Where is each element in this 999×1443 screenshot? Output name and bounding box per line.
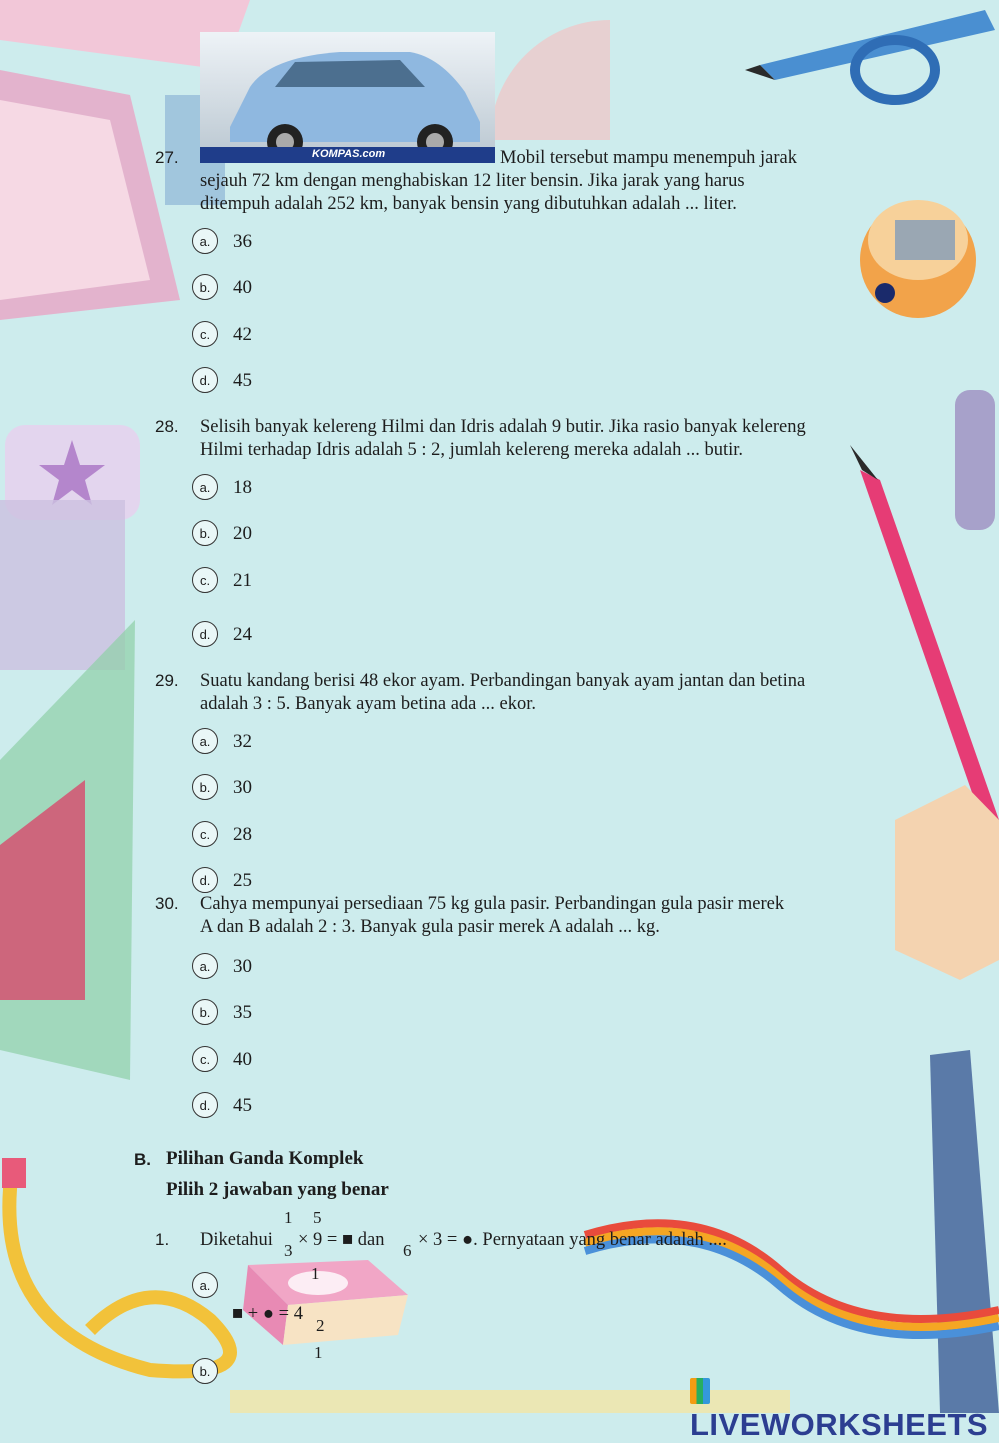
question-middle: × 9 = ■ dan [298,1230,385,1250]
option-c-button[interactable]: c. [192,821,218,847]
fraction-numerator: 1 [284,1208,293,1227]
fraction-denominator: 3 [284,1241,293,1260]
fraction-denominator: 6 [403,1241,412,1260]
option-a-text: ■ + ● = 4 [232,1304,303,1324]
car-illustration [200,32,495,163]
option-a-text: 30 [233,956,252,977]
option-b-text: 20 [233,523,252,544]
question-text-line: Selisih banyak kelereng Hilmi dan Idris adalah 9 butir. Jika rasio banyak kelereng [200,417,806,437]
fraction-numerator: 5 [313,1208,322,1227]
option-a-button[interactable]: a. [192,228,218,254]
question-text-line: A dan B adalah 2 : 3. Banyak gula pasir merek A adalah ... kg. [200,917,660,937]
option-c-text: 40 [233,1049,252,1070]
option-a-button[interactable]: a. [192,728,218,754]
liveworksheets-logo [690,1371,999,1443]
option-d-button[interactable]: d. [192,621,218,647]
option-c-text: 21 [233,570,252,591]
question-text-line: sejauh 72 km dengan menghabiskan 12 liter bensin. Jika jarak yang harus [200,171,745,191]
fraction-numerator: 1 [311,1264,320,1283]
section-instruction: Pilih 2 jawaban yang benar [166,1179,389,1200]
image-caption: KOMPAS.com [312,148,386,160]
option-b-text: 40 [233,277,252,298]
question-text-line: adalah 3 : 5. Banyak ayam betina ada ... ekor. [200,694,536,714]
question-text-line: Suatu kandang berisi 48 ekor ayam. Perbandingan banyak ayam jantan dan betina [200,671,806,691]
question-number: 29. [155,671,179,690]
option-a-text: 32 [233,731,252,752]
option-d-text: 24 [233,624,252,645]
question-text-line: ditempuh adalah 252 km, banyak bensin yang dibutuhkan adalah ... liter. [200,194,737,214]
option-a-button[interactable]: a. [192,474,218,500]
question-prefix: Diketahui [200,1230,273,1250]
question-suffix: × 3 = ●. Pernyataan yang benar adalah .... [418,1230,727,1250]
question-text-line: Cahya mempunyai persediaan 75 kg gula pasir. Perbandingan gula pasir merek [200,894,785,914]
option-a-button[interactable]: a. [192,953,218,979]
option-b-button[interactable]: b. [192,774,218,800]
option-a-text: 18 [233,477,252,498]
question-number: 28. [155,417,179,436]
question-number: 27. [155,148,179,167]
option-b-text: 35 [233,1002,252,1023]
option-c-button[interactable]: c. [192,321,218,347]
question-text-line: Mobil tersebut mampu menempuh jarak [500,148,797,168]
fraction-denominator: 2 [316,1316,325,1335]
option-b-button[interactable]: b. [192,999,218,1025]
option-d-text: 45 [233,370,252,391]
option-d-button[interactable]: d. [192,867,218,893]
section-title: Pilihan Ganda Komplek [166,1148,364,1169]
option-b-button[interactable]: b. [192,520,218,546]
option-c-button[interactable]: c. [192,567,218,593]
question-number: 1. [155,1230,170,1249]
option-d-text: 45 [233,1095,252,1116]
option-d-button[interactable]: d. [192,1092,218,1118]
option-d-text: 25 [233,870,252,891]
car-photo [200,32,495,163]
option-d-button[interactable]: d. [192,367,218,393]
question-text-line: Hilmi terhadap Idris adalah 5 : 2, jumlah kelereng mereka adalah ... butir. [200,440,743,460]
fraction-numerator: 1 [314,1343,323,1362]
option-c-button[interactable]: c. [192,1046,218,1072]
option-b-button[interactable]: b. [192,274,218,300]
logo-icon [690,1378,710,1404]
question-number: 30. [155,894,179,913]
option-c-text: 42 [233,324,252,345]
section-label: B. [134,1150,151,1169]
option-c-text: 28 [233,824,252,845]
option-a-checkbox[interactable]: a. [192,1272,218,1298]
option-b-text: 30 [233,777,252,798]
option-b-checkbox[interactable]: b. [192,1358,218,1384]
logo-text: LIVEWORKSHEETS [690,1407,989,1442]
option-a-text: 36 [233,231,252,252]
